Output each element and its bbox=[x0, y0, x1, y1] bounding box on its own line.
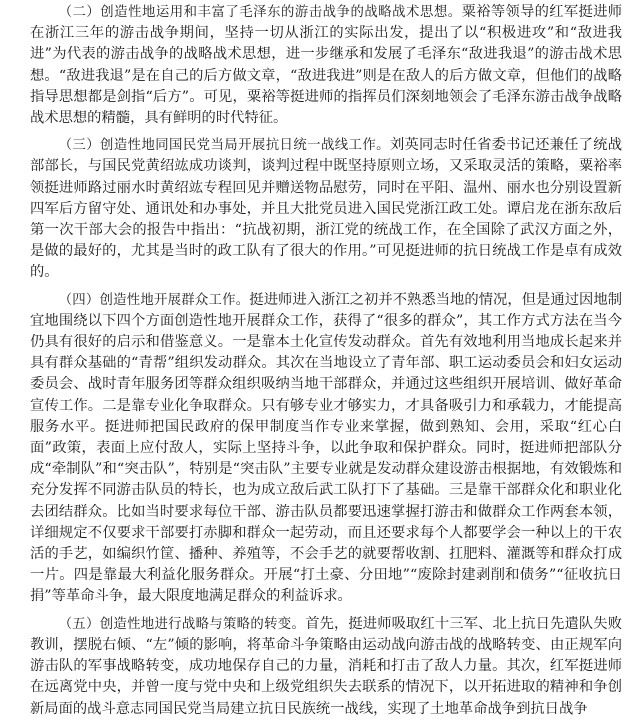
section-4-heading: （四）创造性地开展群众工作。 bbox=[58, 292, 250, 308]
section-4-paragraph bbox=[30, 290, 622, 608]
section-3-paragraph bbox=[30, 135, 622, 283]
section-2-paragraph bbox=[30, 2, 622, 129]
section-5-paragraph bbox=[30, 614, 622, 720]
document-page bbox=[30, 2, 622, 726]
section-3-heading: （三）创造性地同国民党当局开展抗日统一战线工作。 bbox=[58, 138, 390, 154]
section-3-body: 刘英同志时任省委书记还兼任了统战部部长，与国民党黄绍竑成功谈判，谈判过程中既坚持原则立场，又采取灵活的策略，粟裕率领挺进师路过丽水时黄绍竑专程回见并赠送物品慰劳，同时在平阳、温州、丽水也分别设置新四军后方留守处、通讯处和办事处，并且大批党员进入国民党浙江政工处。谭启龙在浙东敌后第一次干部大会的报告中指出：“抗战初期，浙江党的统战工作，在全国除了武汉方面之外，是做的最好的，尤其是当时的政工队有了很大的作用。”可见挺进师的抗日统战工作是卓有成效的。 bbox=[30, 137, 622, 281]
section-5-body: 首先，挺进师吸取红十三军、北上抗日先遣队失败教训，摆脱右倾、“左”倾的影响，将革命斗争策略由运动战向游击战的战略转变、由正规军向游击队的军事战略转变，成功地保存自己的力量，消耗和打击了敌人力量。其次，红军挺进师在远离党中央，并曾一度与党中央和上级党组织失去联系的情况下，以开拓进取的精神和争创新局面的战斗意志同国民党当局建立抗日民族统一战线，实现了土地革命战争到抗日战争 bbox=[30, 615, 622, 717]
section-5-heading: （五）创造性地进行战略与策略的转变。 bbox=[58, 616, 306, 632]
section-4-body: 挺进师进入浙江之初并不熟悉当地的情况，但是通过因地制宜地围绕以下四个方面创造性地开展群众工作，获得了“很多的群众”，其工作方式方法在当今仍具有很好的启示和借鉴意义。一是靠本土化宣传发动群众。首先有效地利用当地成长起来并具有群众基础的“青帮”组织发动群众。其次在当地设立了青年部、职工运动委员会和妇女运动委员会、战时青年服务团等群众组织吸纳当地干部群众，并通过这些组织开展培训、做好革命宣传工作。二是靠专业化争取群众。只有够专业才够实力，才具备吸引力和承载力，才能提高服务水平。挺进师把国民政府的保甲制度当作专业来掌握，做到熟知、会用，采取“红心白面”政策，表面上应付敌人，实际上坚持斗争，以此争取和保护群众。同时，挺进师把部队分成“牵制队”和“突击队”，特别是“突击队”主要专业就是发动群众建设游击根据地，有效锻炼和充分发挥不同游击队员的特长，也为成立敌后武工队打下了基础。三是靠干部群众化和职业化去团结群众。比如当时要求每位干部、游击队员都要迅速掌握打游击和做群众工作两套本领，详细规定不仅要求干部要打赤脚和群众一起劳动，而且还要求每个人都要学会一种以上的干农活的手艺，如编织竹筐、播种、养殖等，不会手艺的就要帮收割、扛肥料、灌溉等和群众打成一片。四是靠最大利益化服务群众。开展“打土豪、分田地”“废除封建剥削和债务”“征收抗日捐”等革命斗争，最大限度地满足群众的利益诉求。 bbox=[30, 291, 622, 605]
section-2-heading: （二）创造性地运用和丰富了毛泽东的游击战争的战略战术思想。 bbox=[58, 5, 462, 20]
section-2-body: 粟裕等领导的红军挺进师在浙江三年的游击战争期间，坚持一切从浙江的实际出发，提出了以“积极进攻”和“敌进我进”为代表的游击战争的战略战术思想，进一步继承和发展了毛泽东“敌进我退”的游击战术思想。“敌进我退”是在自己的后方做文章，“敌进我进”则是在敌人的后方做文章，但他们的战略指导思想都是剑指“后方”。可见，粟裕等挺进师的指挥员们深刻地领会了毛泽东游击战争战略战术思想的精髓，具有鲜明的时代特征。 bbox=[30, 4, 622, 127]
